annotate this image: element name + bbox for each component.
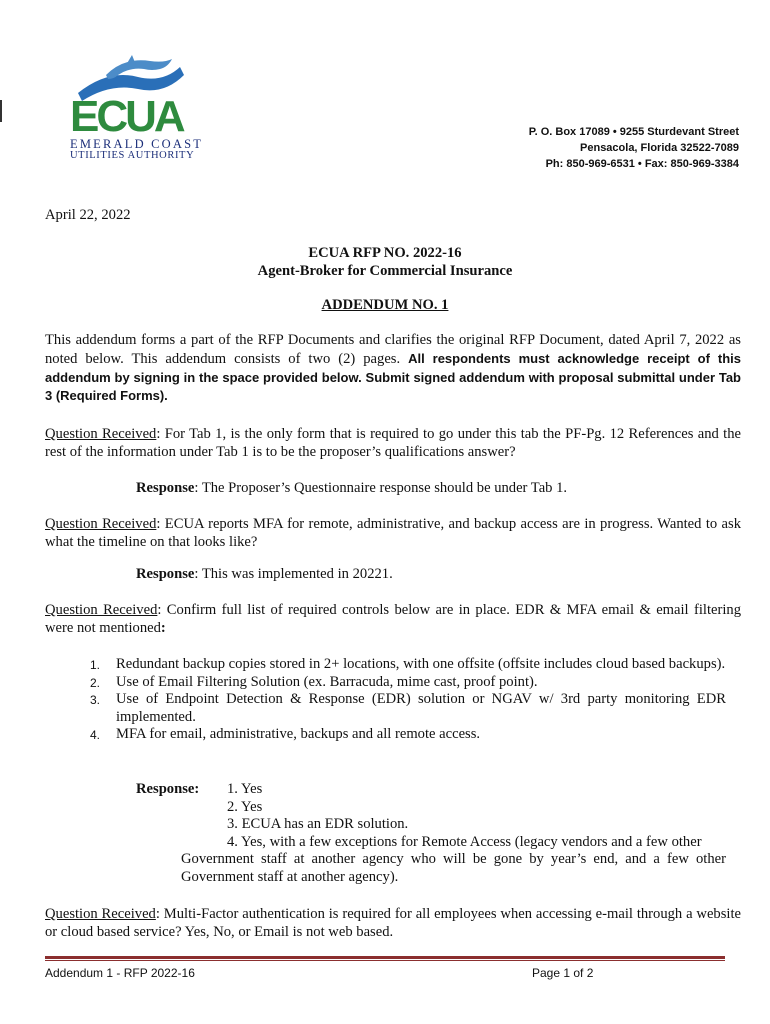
response-3-line: 3. ECUA has an EDR solution.: [227, 816, 409, 832]
logo-text: ECUA: [70, 92, 183, 135]
controls-list: [90, 656, 726, 744]
list-item: [90, 726, 726, 744]
question-label: Question Received: [45, 906, 156, 922]
response-1-text: : The Proposer’s Questionnaire response should be under Tab 1.: [194, 480, 568, 496]
list-item-number: 1.: [90, 658, 101, 672]
intro-bold-text: All respondents must acknowledge receipt of this addendum by signing in the space provided below. Submit signed addendum with proposal submittal under Tab 3 (Required Forms).: [45, 350, 741, 404]
response-3-line-4-cont: Government staff at another agency who will be gone by year’s end, and a few other Government staff at another agency).: [181, 851, 726, 885]
question-1: [45, 426, 741, 461]
response-2: [136, 566, 393, 584]
list-item-text: Redundant backup copies stored in 2+ locations, with one offsite (offsite includes cloud based backups).: [116, 656, 726, 672]
response-2-text: : This was implemented in 20221.: [194, 566, 393, 582]
response-3-line: 4. Yes, with a few exceptions for Remote Access (legacy vendors and a few other: [227, 833, 702, 850]
logo-line-1: EMERALD COAST: [70, 137, 204, 151]
list-item: [90, 656, 726, 674]
list-item-text: MFA for email, administrative, backups and all remote access.: [116, 726, 481, 742]
page-edge-mark: [0, 100, 2, 122]
response-3-label: Response:: [136, 781, 200, 797]
address-block: [529, 124, 739, 172]
rfp-title: Agent-Broker for Commercial Insurance: [257, 263, 513, 279]
question-4-text: : Multi-Factor authentication is required for all employees when accessing e-mail through a website or cloud based service? Yes, No, or Email is not web based.: [45, 906, 741, 940]
response-3-lines: [227, 781, 702, 851]
question-4: [45, 906, 741, 941]
response-3-line: 2. Yes: [227, 798, 263, 815]
address-line-2: Pensacola, Florida 32522-7089: [580, 142, 739, 154]
letter-date: April 22, 2022: [45, 207, 131, 223]
dolphin-logo-icon: [68, 55, 190, 135]
list-item-number: 4.: [90, 728, 101, 742]
question-2-text: : ECUA reports MFA for remote, administrative, and backup access are in progress. Wanted to ask what the timeline on that looks like?: [45, 516, 742, 550]
footer-rule: [45, 956, 725, 959]
question-2: [45, 516, 741, 551]
list-item-text: Use of Endpoint Detection & Response (EDR) solution or NGAV w/ 3rd party monitoring EDR implemented.: [116, 691, 726, 725]
intro-text: This addendum forms a part of the RFP Documents and clarifies the original RFP Document, dated April 7, 2022 as noted below. This addendum consists of two (2) pages.: [45, 332, 741, 367]
response-1: [136, 480, 567, 498]
list-item-text: Use of Email Filtering Solution (ex. Barracuda, mime cast, proof point).: [116, 673, 538, 690]
intro-paragraph: [45, 332, 741, 406]
response-label: Response: [136, 566, 195, 582]
question-3: [45, 602, 741, 637]
footer-doc-ref: Addendum 1 - RFP 2022-16: [45, 966, 195, 980]
address-line-1: P. O. Box 17089 • 9255 Sturdevant Street: [528, 126, 739, 138]
footer-page-number: Page 1 of 2: [532, 966, 594, 980]
addendum-title: ADDENDUM NO. 1: [321, 297, 449, 313]
list-item: [90, 674, 726, 692]
question-label: Question Received: [45, 516, 157, 532]
question-label: Question Received: [45, 426, 157, 442]
footer-rule-thin: [45, 960, 725, 961]
question-label: Question Received: [45, 602, 158, 618]
rfp-number: ECUA RFP NO. 2022-16: [308, 245, 462, 261]
question-3-colon: :: [160, 619, 166, 636]
response-label: Response: [136, 480, 195, 496]
question-1-text: : For Tab 1, is the only form that is required to go under this tab the PF-Pg. 12 References and the rest of the information under Tab 1 is to be the proposer’s qualifications answer?: [45, 426, 741, 460]
list-item-number: 2.: [90, 675, 101, 690]
list-item: [90, 691, 726, 726]
response-3-line: 1. Yes: [227, 781, 263, 797]
logo-line-2: UTILITIES AUTHORITY: [70, 150, 195, 161]
list-item-number: 3.: [90, 693, 101, 707]
ecua-logo: [68, 55, 204, 163]
phone-fax-line: Ph: 850-969-6531 • Fax: 850-969-3384: [545, 158, 739, 170]
question-3-text: : Confirm full list of required controls below are in place. EDR & MFA email & email filtering were not mentioned: [45, 602, 741, 636]
